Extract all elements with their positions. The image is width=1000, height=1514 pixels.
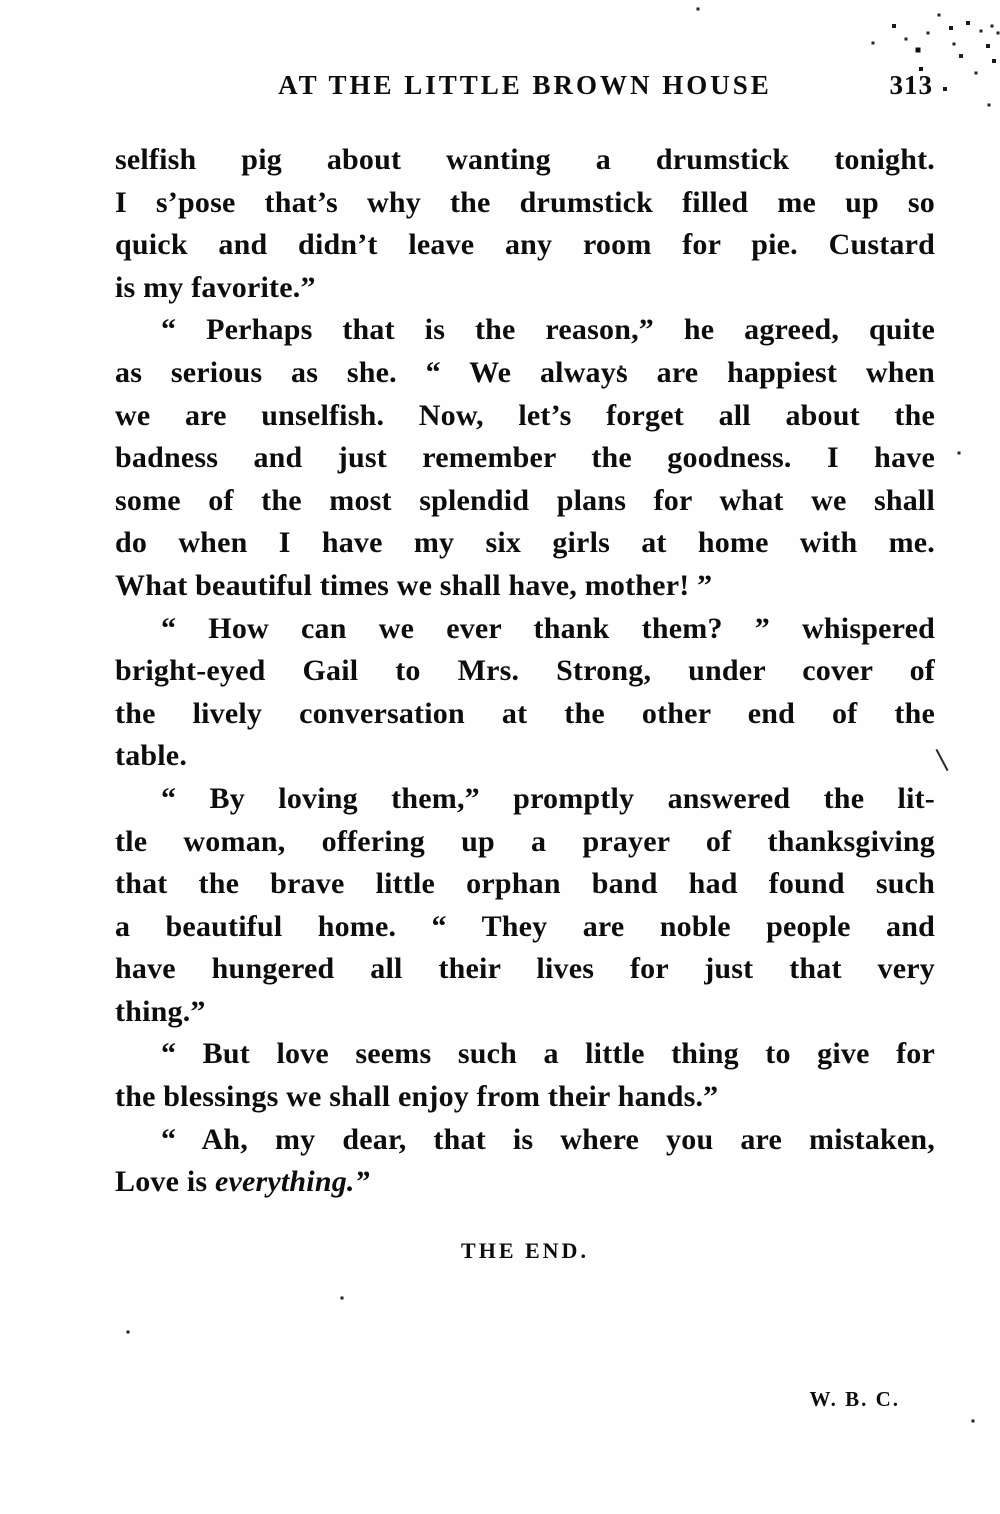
text-segment: Love is [115, 1165, 215, 1199]
paragraph-2 [115, 309, 935, 607]
text-line [115, 1161, 935, 1204]
paragraph-1 [115, 139, 935, 309]
the-end-label: THE END. [461, 1238, 589, 1263]
running-head [115, 70, 935, 101]
text-line: tle woman, offering up a prayer of thanksgiving [115, 824, 935, 858]
text-line: “ Ah, my dear, that is where you are mistaken, [161, 1122, 935, 1156]
text-line: selfish pig about wanting a drumstick tonight. [115, 143, 935, 176]
text-line: “ How can we ever thank them? ” whispered [161, 611, 935, 645]
body-text [115, 139, 935, 1204]
text-line: table. [115, 739, 188, 773]
text-line: “ By loving them,” promptly answered the lit- [161, 781, 935, 815]
text-line: thing.” [115, 994, 206, 1028]
text-line: have hungered all their lives for just that very [115, 952, 935, 986]
text-line: is my favorite.” [115, 270, 316, 304]
text-line: do when I have my six girls at home with me. [115, 526, 935, 560]
text-line: quick and didn’t leave any room for pie. Custard [115, 228, 935, 262]
text-line: “ But love seems such a little thing to give for [161, 1037, 935, 1071]
paragraph-6 [115, 1119, 935, 1204]
text-line: badness and just remember the goodness. I have [115, 441, 935, 475]
paragraph-5 [115, 1033, 935, 1118]
scan-noise-speckles [0, 0, 2, 2]
text-line: a beautiful home. “ They are noble people and [115, 909, 935, 943]
text-line: we are unselfish. Now, let’s forget all about the [115, 398, 935, 432]
running-title: AT THE LITTLE BROWN HOUSE [278, 70, 772, 100]
scan-artifact [935, 749, 948, 771]
text-line: What beautiful times we shall have, mother! ” [115, 568, 713, 602]
text-segment-italic: everything.” [214, 1165, 370, 1199]
paragraph-4 [115, 778, 935, 1034]
text-line: “ Perhaps that is the reason,” he agreed, quite [161, 313, 935, 347]
text-line: that the brave little orphan band had found such [115, 867, 935, 901]
text-line: I s’pose that’s why the drumstick filled me up so [115, 185, 935, 219]
author-initials: W. B. C. [809, 1387, 900, 1411]
text-line: some of the most splendid plans for what we shall [115, 483, 935, 517]
text-line: the blessings we shall enjoy from their hands.” [115, 1080, 719, 1114]
text-line: bright-eyed Gail to Mrs. Strong, under cover of [115, 654, 935, 688]
page-number: 313 [889, 70, 933, 100]
text-line: the lively conversation at the other end of the [115, 696, 935, 730]
text-line: as serious as she. “ We always are happiest when [115, 355, 935, 389]
paragraph-3 [115, 608, 935, 778]
